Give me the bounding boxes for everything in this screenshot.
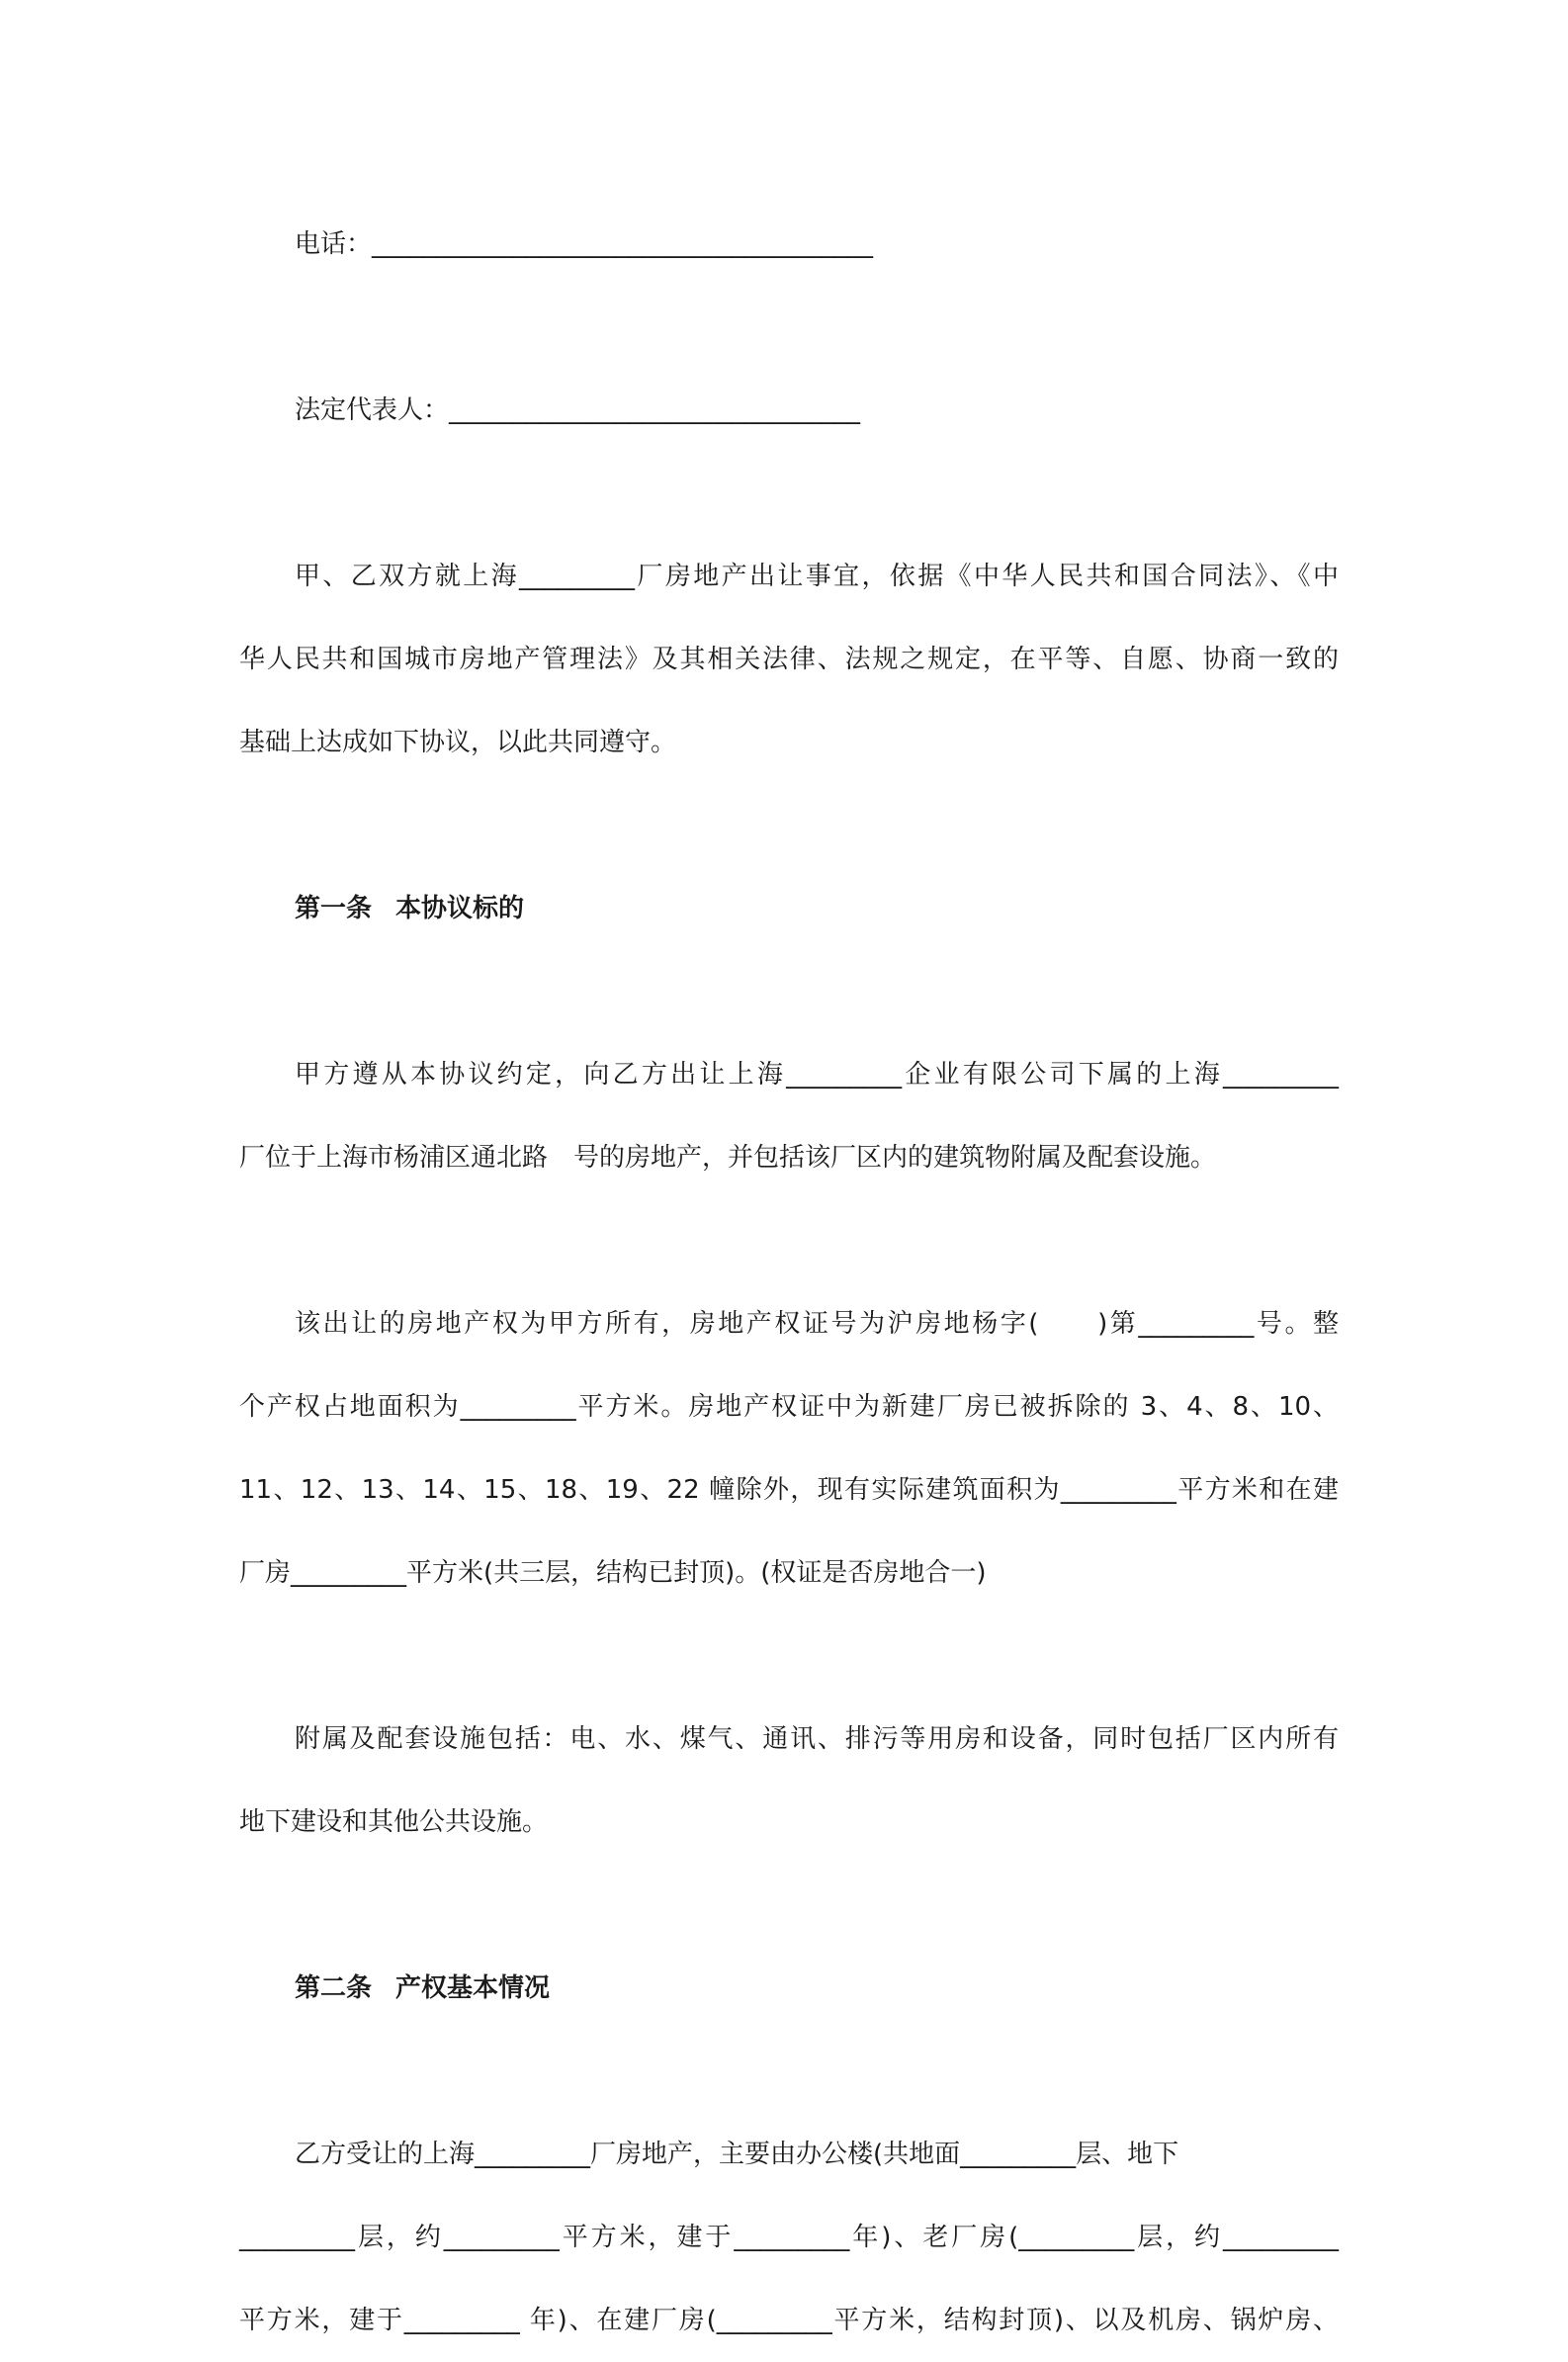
- article-2-heading: [239, 1947, 1339, 2030]
- paragraph-line: 甲、乙双方就上海_________厂房地产出让事宜，依据《中华人民共和国合同法》、《中: [295, 562, 1339, 591]
- article-1-heading: [239, 867, 1339, 950]
- spacer: [239, 950, 1339, 1033]
- article-number: 第一条: [295, 894, 373, 923]
- spacer: [239, 2030, 1339, 2113]
- article-1-paragraph-2: [239, 1282, 1339, 1615]
- spacer: [239, 784, 1339, 867]
- paragraph-line: 平方米，建于_________ 年)、在建厂房(_________平方米，结构封顶)、以及机房、锅炉房、: [239, 2306, 1339, 2335]
- paragraph-line: 该出让的房地产权为甲方所有，房地产权证号为沪房地杨字( )第_________号。整: [295, 1309, 1339, 1339]
- article-1-paragraph-3: [239, 1698, 1339, 1864]
- paragraph-line: 厂房_________平方米(共三层，结构已封顶)。(权证是否房地合一): [239, 1558, 987, 1588]
- paragraph-line: 基础上达成如下协议，以此共同遵守。: [239, 728, 677, 757]
- paragraph-line: 甲方遵从本协议约定，向乙方出让上海_________企业有限公司下属的上海_________: [295, 1060, 1339, 1090]
- spacer: [239, 452, 1339, 535]
- paragraph-line: 乙方受让的上海_________厂房地产，主要由办公楼(共地面_________层、地下: [295, 2140, 1179, 2169]
- article-title: 产权基本情况: [395, 1973, 551, 2003]
- article-number: 第二条: [295, 1973, 373, 2003]
- spacer: [239, 1864, 1339, 1947]
- paragraph-line: _________层，约_________平方米，建于_________年)、老厂房(_________层，约_________: [239, 2223, 1339, 2252]
- legal-representative-line: 法定代表人：________________________________: [295, 395, 861, 425]
- intro-paragraph: [239, 535, 1339, 784]
- paragraph-line: 个产权占地面积为_________平方米。房地产权证中为新建厂房已被拆除的 3、4、8、10、: [239, 1392, 1339, 1422]
- paragraph-line: 11、12、13、14、15、18、19、22 幢除外，现有实际建筑面积为_________平方米和在建: [239, 1475, 1339, 1505]
- paragraph-line: 地下建设和其他公共设施。: [239, 1807, 549, 1837]
- spacer: [239, 286, 1339, 369]
- paragraph-line: 附属及配套设施包括：电、水、煤气、通讯、排污等用房和设备，同时包括厂区内所有: [295, 1724, 1339, 1754]
- spacer: [239, 1615, 1339, 1698]
- article-title: 本协议标的: [395, 894, 525, 923]
- paragraph-line: 华人民共和国城市房地产管理法》及其相关法律、法规之规定，在平等、自愿、协商一致的: [239, 645, 1339, 674]
- paragraph-line: 厂位于上海市杨浦区通北路 号的房地产，并包括该厂区内的建筑物附属及配套设施。: [239, 1143, 1217, 1173]
- article-1-paragraph-1: [239, 1033, 1339, 1199]
- article-2-paragraph-1: [239, 2113, 1339, 2362]
- phone-line: 电话：_______________________________________: [295, 229, 874, 259]
- spacer: [239, 1199, 1339, 1282]
- document-body: [239, 203, 1339, 2362]
